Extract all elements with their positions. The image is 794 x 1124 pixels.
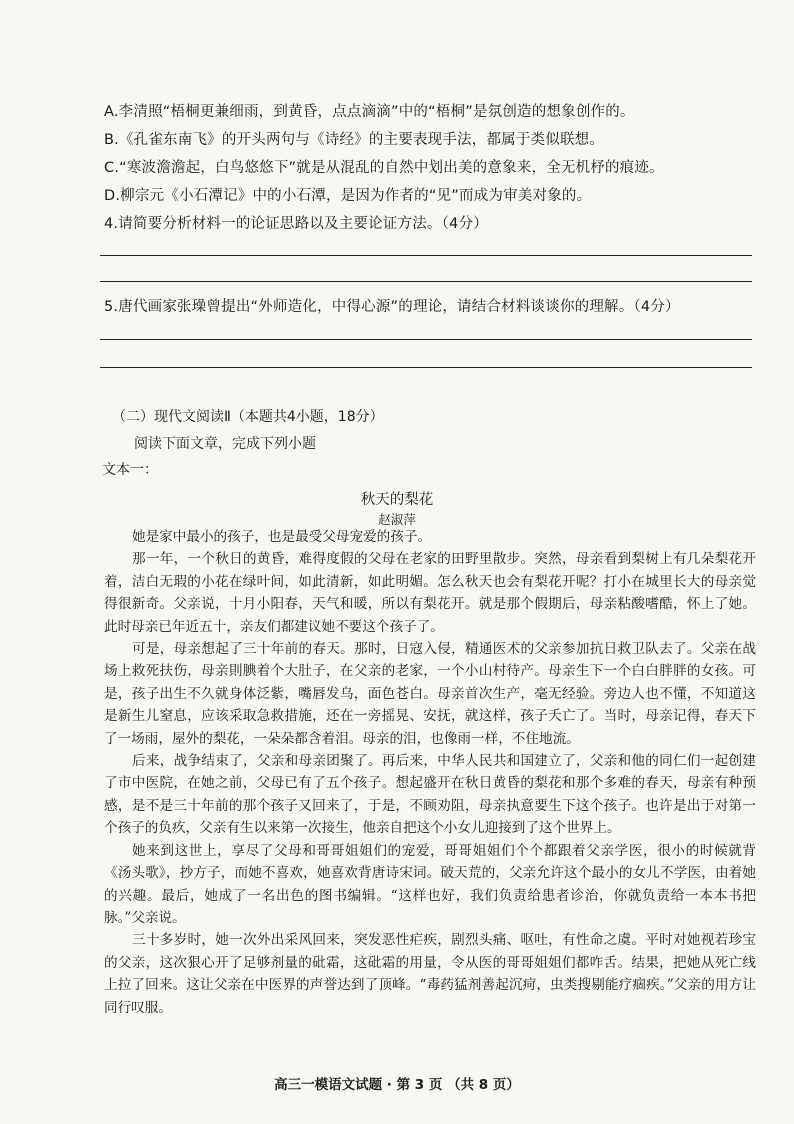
section-title: （二）现代文阅读Ⅱ（本题共4小题，18分）: [112, 409, 384, 425]
option-d: D.柳宗元《小石潭记》中的小石潭，是因为作者的“见”而成为审美对象的。: [104, 188, 592, 204]
answer-line-5b: [100, 367, 752, 368]
answer-line-4b: [100, 281, 752, 282]
article-title: 秋天的梨花: [360, 492, 434, 508]
instruction: 阅读下面文章，完成下列小题: [134, 436, 316, 452]
article-author: 赵淑萍: [378, 512, 416, 527]
article-paragraph: 她来到这世上，享尽了父母和哥哥姐姐们的宠爱，哥哥姐姐们个个都跟着父亲学医，很小的时候就背《汤头歌》，抄方子，而她不喜欢，她喜欢背唐诗宋词。破天荒的，父亲允许这个最小的女儿不学医，由着她的兴趣。最后，她成了一名出色的图书编辑。“这样也好，我们负责给患者诊治，你就负责给一本本书把脉。”父亲说。: [104, 842, 756, 926]
page-footer: 高三一模语文试题 · 第 3 页 （共 8 页）: [274, 1077, 520, 1093]
question-4: 4.请简要分析材料一的论证思路以及主要论证方法。（4分）: [104, 216, 488, 232]
answer-line-4a: [100, 255, 752, 256]
question-5: 5.唐代画家张璪曾提出“外师造化，中得心源”的理论，请结合材料谈谈你的理解。（4分）: [104, 299, 680, 315]
article-paragraph: 可是，母亲想起了三十年前的春天。那时，日寇入侵，精通医术的父亲参加抗日救卫队去了。父亲在战场上救死扶伤，母亲則腆着个大肚子，在父亲的老家，一个小山村待产。母亲生下一个白白胖胖的女孩。可是，孩子出生不久就身体泛紫，嘴唇发乌，面色苍白。母亲首次生产，毫无经验。旁边人也不懂，不知道这是新生儿窒息，应该采取急救措施，还在一旁摇晃、安抚，就这样，孩子夭亡了。当时，母亲记得，春天下了一场雨，屋外的梨花，一朵朵都含着泪。母亲的泪，也像雨一样，不住地流。: [104, 641, 756, 747]
option-b: B.《孔雀东南飞》的开头两句与《诗经》的主要表现手法，都属于类似联想。: [104, 132, 605, 148]
article-paragraph: 那一年，一个秋日的黄昏，难得度假的父母在老家的田野里散步。突然，母亲看到梨树上有几朵梨花开着，洁白无瑕的小花在绿叶间，如此清新，如此明媚。怎么秋天也会有梨花开呢？打小在城里长大的母亲觉得很新奇。父亲说，十月小阳春，天气和暖，所以有梨花开。就是那个假期后，母亲粘酸嗜酷，怀上了她。此时母亲已年近五十，亲友们都建议她不要这个孩子了。: [104, 551, 756, 635]
article-paragraph: 后来，战争结束了，父亲和母亲团聚了。再后来，中华人民共和国建立了，父亲和他的同仁们一起创建了市中医院，在她之前，父母已有了五个孩子。想起盛开在秋日黄昏的梨花和那个多难的春天，母亲有种预感，是不是三十年前的那个孩子又回来了，于是，不顾劝阻，母亲执意要生下这个孩子。也许是出于对第一个孩子的负疚，父亲有生以来第一次接生，他亲自把这个小女儿迎接到了这个世界上。: [104, 753, 756, 837]
option-a: A.李清照“梧桐更兼细雨，到黄昏，点点滴滴”中的“梧桐”是氛创造的想象创作的。: [104, 104, 635, 120]
option-c: C.“寒波澹澹起，白鸟悠悠下”就是从混乱的自然中划出美的意象来，全无机杼的痕迹。: [104, 160, 664, 176]
article-paragraph: 她是家中最小的孩子，也是最受父母宠爱的孩子。: [132, 529, 432, 545]
text-label: 文本一：: [102, 462, 158, 478]
article-body: [104, 526, 756, 1019]
answer-line-5a: [100, 339, 752, 340]
article-paragraph: 三十多岁时，她一次外出采风回来，突发恶性疟疾，剧烈头痛、呕吐，有性命之虞。平时对她视若珍宝的父亲，这次狠心开了足够剂量的砒霜，这砒霜的用量，令从医的哥哥姐姐们都咋舌。结果，把她从死亡线上拉了回来。这让父亲在中医界的声誉达到了顶峰。“毒药猛剂善起沉疴，虫类搜剔能疗痼疾。”父亲的用方让同行叹服。: [104, 932, 756, 1016]
